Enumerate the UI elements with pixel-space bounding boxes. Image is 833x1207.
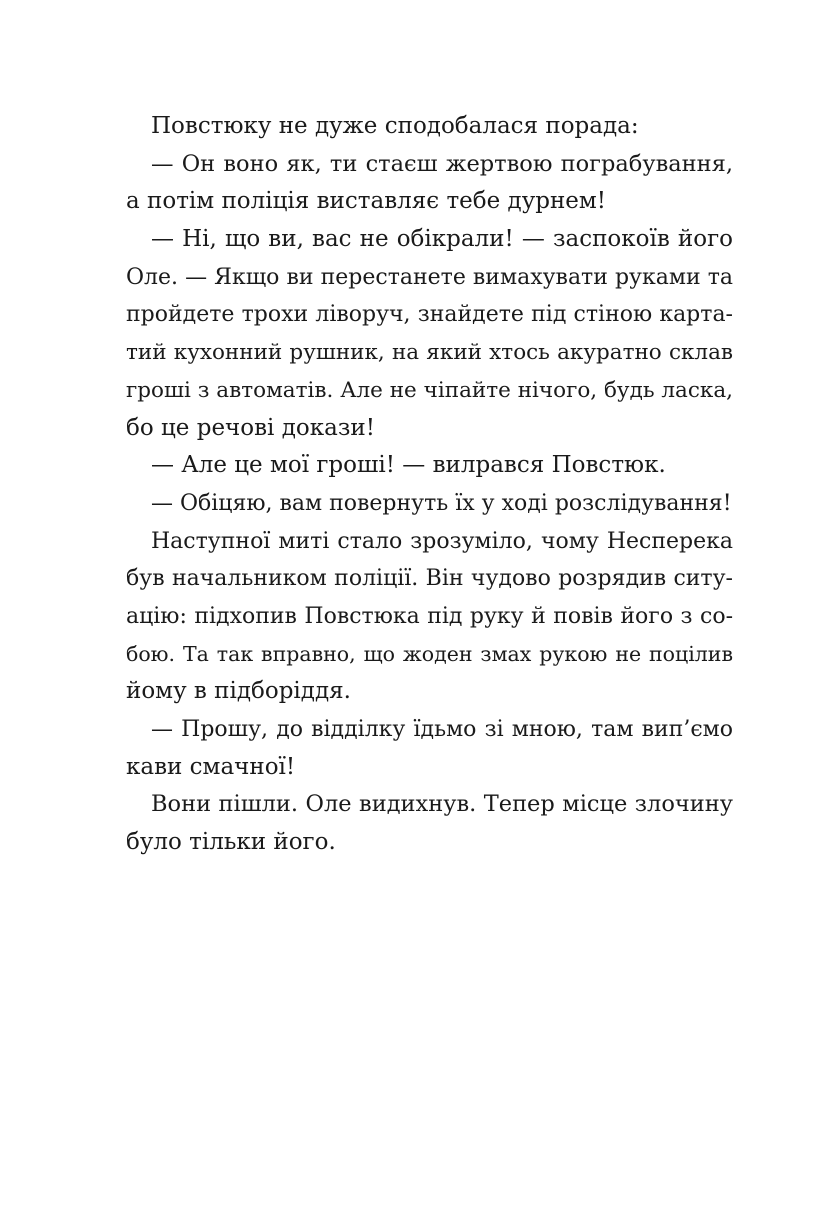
text-line: був начальником поліції. Він чудово розрядив ситу- bbox=[126, 566, 733, 592]
text-line: Оле. — Якщо ви перестанете вимахувати руками та bbox=[126, 264, 733, 290]
text-line: — Обіцяю, вам повернуть їх у ході розслідування! bbox=[151, 490, 732, 516]
text-line: а потім поліція виставляє тебе дурнем! bbox=[126, 188, 607, 215]
text-line: пройдете трохи ліворуч, знайдете під стіною карта- bbox=[126, 302, 733, 328]
text-line: ацію: підхопив Повстюка під руку й повів його з со- bbox=[126, 603, 733, 629]
text-line: Повстюку не дуже сподобалася порада: bbox=[151, 113, 639, 139]
text-line: — Ні, що ви, вас не обікрали! — заспокоїв його bbox=[151, 226, 733, 253]
text-line: тий кухонний рушник, на який хтось акуратно склав bbox=[126, 340, 733, 366]
body-text bbox=[126, 108, 733, 862]
text-line: Наступної миті стало зрозуміло, чому Несперека bbox=[151, 528, 733, 554]
text-line: було тільки його. bbox=[126, 829, 336, 856]
text-line: кави смачної! bbox=[126, 753, 296, 780]
text-line: йому в підборіддя. bbox=[126, 678, 351, 705]
text-line: — Прошу, до відділку їдьмо зі мною, там вип’ємо bbox=[151, 717, 733, 742]
text-line: бою. Та так вправно, що жоден змах рукою не поцілив bbox=[126, 641, 733, 666]
text-line: гроші з автоматів. Але не чіпайте нічого, будь ласка, bbox=[126, 377, 733, 403]
text-line: — Он воно як, ти стаєш жертвою пограбування, bbox=[151, 150, 733, 177]
text-line: бо це речові докази! bbox=[126, 414, 375, 441]
text-line: — Але це мої гроші! — вилрався Повстюк. bbox=[151, 452, 666, 479]
text-line: Вони пішли. Оле видихнув. Тепер місце злочину bbox=[151, 791, 733, 818]
